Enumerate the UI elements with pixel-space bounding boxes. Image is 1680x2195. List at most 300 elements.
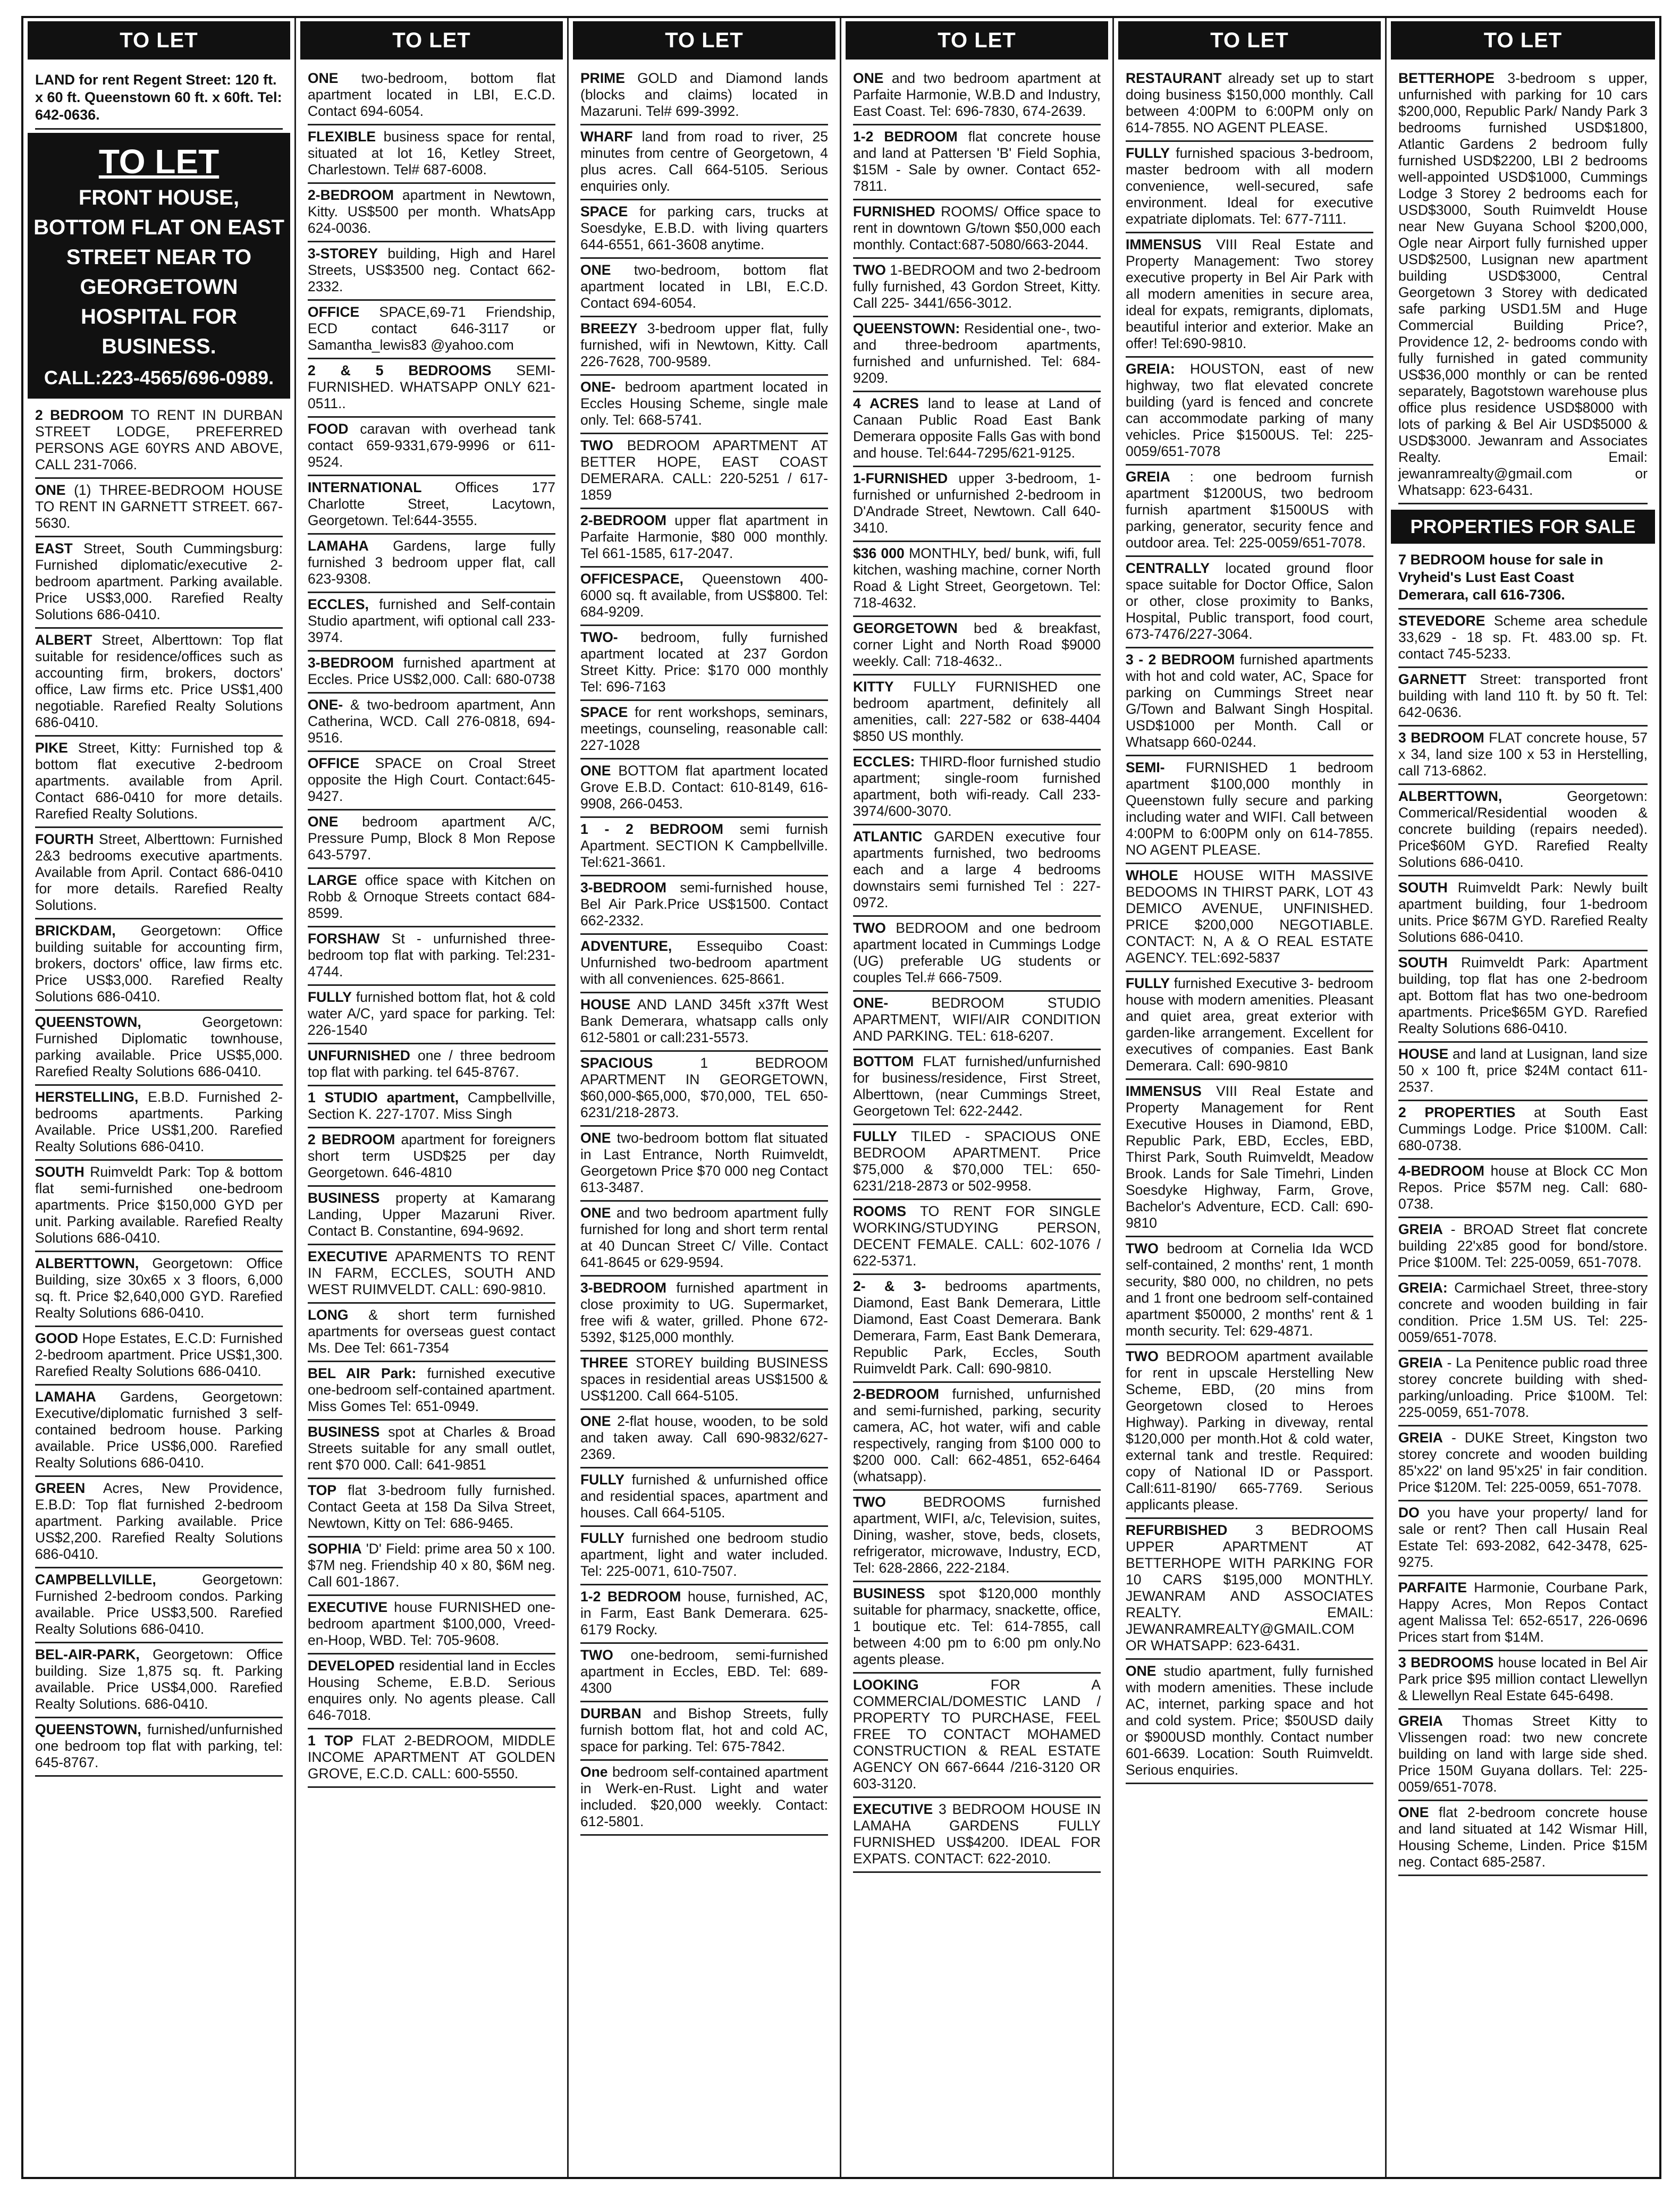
boxed-ad-text: FRONT HOUSE, BOTTOM FLAT ON EAST STREET NEAR TO GEORGETOWN HOSPITAL FOR BUSINESS. (33, 186, 284, 358)
ad-body: 'D' Field: prime area 50 x 100. $7M neg. Friendship 40 x 80, $6M neg. Call 601-1867. (308, 1541, 555, 1590)
ad-heading: FULLY (580, 1472, 624, 1488)
ad-heading: THREE (580, 1355, 628, 1371)
ad-body: Street, Alberttown: Furnished 2&3 bedrooms executive apartments. Available from April. Contact 686-0410 for more details. Rarefied Realty Solutions. (35, 831, 283, 913)
ad-body: furnished, unfurnished and semi-furnished, parking, security camera, AC, hot water, wifi and cable respectively, ranging from $100 000 to $200 000. Call: 662-4851, 652-6464 (whatsapp). (853, 1386, 1101, 1484)
classified-ad (853, 125, 1101, 200)
classified-ad (853, 676, 1101, 750)
ad-heading: ONE (580, 1130, 611, 1146)
ad-heading: TWO (853, 920, 886, 936)
ad-heading: FULLY (580, 1530, 624, 1546)
ad-heading: 2 PROPERTIES (1398, 1104, 1516, 1120)
ad-heading: ONE (1126, 1663, 1156, 1679)
classified-ad (853, 392, 1101, 467)
ad-body: TILED - SPACIOUS ONE BEDROOM APARTMENT. Price $75,000 & $70,000 TEL: 650-6231/218-2873 or 502-9958. (853, 1128, 1101, 1194)
ad-body: Street, Kitty: Furnished top & bottom flat executive 2-bedroom apartments. available from April. Contact 686-0410 for more details. Rarefied Realty Solutions. (35, 740, 283, 822)
ad-heading: HOUSE (580, 997, 631, 1012)
ad-body: semi-furnished house, Bel Air Park.Price US$1500. Contact 662-2332. (580, 880, 828, 928)
ad-body: two-bedroom, bottom flat apartment located in LBI, E.C.D. Contact 694-6054. (308, 70, 555, 119)
classified-ad (580, 876, 828, 935)
ad-heading: FULLY (853, 1128, 897, 1144)
ad-heading: SPACE (580, 704, 628, 720)
ad-heading: HERSTELLING, (35, 1089, 139, 1105)
classified-ad (853, 542, 1101, 617)
classified-ad (35, 1477, 283, 1568)
classified-ad (853, 1050, 1101, 1125)
ad-heading: 3-BEDROOM (580, 880, 666, 896)
ad-heading: 1-2 BEDROOM (853, 129, 958, 145)
classified-ad (35, 1086, 283, 1161)
classified-ad (308, 652, 555, 694)
ad-body: furnished & unfurnished office and residential spaces, apartment and houses. Call 664-5105. (580, 1472, 828, 1521)
classified-ad (1398, 785, 1648, 876)
ad-heading: ROOMS (853, 1203, 907, 1219)
classified-ad (853, 1275, 1101, 1383)
ad-heading: PIKE (35, 740, 68, 756)
ad-body: 3 BEDROOM HOUSE IN LAMAHA GARDENS FULLY FURNISHED US$4200. IDEAL FOR EXPATS. CONTACT: 622-2010. (853, 1801, 1101, 1867)
ad-heading: FORSHAW (308, 931, 380, 947)
ad-heading: 2 BEDROOM (35, 407, 124, 423)
ad-heading: IMMENSUS (1126, 1083, 1202, 1099)
ad-heading: ATLANTIC (853, 829, 923, 845)
ad-body: spot at Charles & Broad Streets suitable for any small outlet, rent $70 000. Call: 641-9851 (308, 1424, 555, 1473)
classified-ad (580, 1468, 828, 1527)
ad-body: Ruimveldt Park: Top & bottom flat semi-furnished one-bedroom apartments. Price $150,000 GYD per unit. Parking available. Rarefied Realty Solutions 686-0410. (35, 1164, 283, 1246)
ad-body: (1) THREE-BEDROOM HOUSE TO RENT IN GARNETT STREET. 667-5630. (35, 482, 283, 531)
ad-heading: IMMENSUS (1126, 237, 1202, 252)
classified-ad (308, 359, 555, 418)
classified-ad (853, 750, 1101, 825)
ad-list (853, 67, 1101, 1873)
ad-body: residential land in Eccles Housing Scheme, E.B.D. Serious enquires only. No agents please. Call 646-7018. (308, 1658, 555, 1723)
classified-ad (853, 1200, 1101, 1275)
classified-ad (35, 1327, 283, 1386)
ad-body: for rent workshops, seminars, meetings, counseling, reasonable call: 227-1028 (580, 704, 828, 753)
classified-ad (308, 1187, 555, 1245)
classified-ad (580, 1585, 828, 1644)
ad-heading: OFFICE (308, 304, 360, 320)
ad-heading: 3-BEDROOM (308, 655, 394, 671)
ad-heading: GREEN (35, 1480, 86, 1496)
classified-ad (580, 1052, 828, 1127)
ad-heading: ECCLES, (308, 596, 369, 612)
ad-heading: KITTY (853, 679, 894, 695)
ad-body: Carmichael Street, three-story concrete and wooden building in fair condition. Price 1.5M US. Tel: 225-0059/651-7078. (1398, 1280, 1648, 1345)
classified-ad (308, 986, 555, 1044)
ad-heading: OFFICE (308, 755, 360, 771)
ad-heading: QUEENSTOWN, (35, 1721, 141, 1737)
ad-heading: ONE- (308, 697, 343, 713)
ad-heading: 1-FURNISHED (853, 470, 948, 486)
ad-body: one / three bedroom top flat with parking. tel 645-8767. (308, 1048, 555, 1080)
boxed-ad-call: CALL:223-4565/696-0989. (44, 367, 274, 389)
ad-body: upper 3-bedroom, 1-furnished or unfurnished 2-bedroom in D'Andrade Street, Newtown. Call 640-3410. (853, 470, 1101, 536)
ad-body: Scheme area schedule 33,629 - 18 sp. Ft. 483.00 sp. Ft. contact 745-5233. (1398, 613, 1648, 662)
ad-list (580, 67, 828, 1836)
ad-heading: LOOKING (853, 1677, 919, 1693)
ad-body: FLAT furnished/unfurnished for business/residence, First Street, Alberttown, (near Cummings Street, Georgetown Tel: 622-2442. (853, 1053, 1101, 1119)
ad-body: 2-flat house, wooden, to be sold and taken away. Call 690-9832/627-2369. (580, 1413, 828, 1462)
classified-ad (308, 1596, 555, 1654)
ad-heading: ALBERTTOWN, (35, 1255, 139, 1271)
ad-body: Georgetown: Office building suitable for accounting firm, brokers, doctors' office, law firms etc. Price US$3,000. Rarefied Realty Solutions 686-0410. (35, 923, 283, 1004)
ad-body: AND LAND 345ft x37ft West Bank Demerara, whatsapp calls only 612-5801 or call:231-5573. (580, 997, 828, 1045)
ad-body: Acres, New Providence, E.B.D: Top flat furnished 2-bedroom apartment. Parking available. Price US$2,200. Rarefied Realty Solutions 686-0410. (35, 1480, 283, 1562)
ad-body: FULLY FURNISHED one bedroom apartment, definitely all amenities, call: 227-582 or 638-4404 $850 US monthly. (853, 679, 1101, 744)
classified-ad (308, 1128, 555, 1187)
ad-body: 3 BEDROOMS UPPER APARTMENT AT BETTERHOPE WITH PARKING FOR 10 CARS $195,000 MONTHLY. JEWANRAM AND ASSOCIATES REALTY. EMAIL: JEWANRAMREALTY@GMAIL.COM OR WHATSAPP: 623-6431. (1126, 1522, 1373, 1653)
ad-heading: ONE (580, 1413, 611, 1429)
classified-ad (35, 919, 283, 1011)
classified-ad (308, 694, 555, 752)
classified-ad (35, 1643, 283, 1718)
classified-ad (1126, 557, 1373, 648)
classified-ad (1126, 466, 1373, 557)
ad-body: caravan with overhead tank contact 659-9331,679-9996 or 611-9524. (308, 421, 555, 470)
ad-body: flat concrete house and land at Pattersen 'B' Field Sophia, $15M - Sale by owner. Contact 652-7811. (853, 129, 1101, 194)
ad-heading: 2 & 5 BEDROOMS (308, 362, 492, 378)
ad-body: already set up to start doing business $150,000 monthly. Call between 4:00PM to 6:00PM only on 614-7855. NO AGENT PLEASE. (1126, 70, 1373, 136)
ad-body: apartment for foreigners short term USD$25 per day Georgetown. 646-4810 (308, 1132, 555, 1180)
classified-ad (35, 737, 283, 828)
classified-ad (1126, 864, 1373, 972)
ad-body: GARDEN executive four apartments furnished, two bedrooms each and a large 4 bedrooms downstairs semi furnished Tel : 227-0972. (853, 829, 1101, 910)
classified-ad (308, 1729, 555, 1788)
ad-body: house, furnished, AC, in Farm, East Bank Demerara. 625-6179 Rocky. (580, 1589, 828, 1637)
classified-ad (308, 1421, 555, 1479)
ad-heading: ONE (308, 70, 339, 86)
ad-heading: HOUSE (1398, 1046, 1449, 1062)
classified-ad (1126, 756, 1373, 864)
ad-body: furnished apartment in close proximity to UG. Supermarket, free wifi & water, grilled. Phone 672-5392, $125,000 monthly. (580, 1280, 828, 1345)
ad-heading: EXECUTIVE (308, 1248, 388, 1264)
ad-heading: ONE (580, 262, 611, 278)
classified-ad (853, 1491, 1101, 1582)
classified-ad (853, 1383, 1101, 1491)
ad-heading: ONE- (853, 995, 889, 1011)
classified-ad (1126, 1519, 1373, 1660)
ad-body: Gardens, large fully furnished 3 bedroom upper flat, call 623-9308. (308, 538, 555, 587)
classified-ad (308, 869, 555, 927)
ad-heading: BETTERHOPE (1398, 70, 1495, 86)
ad-body: building, High and Harel Streets, US$3500 neg. Contact 662-2332. (308, 246, 555, 294)
ad-heading: QUEENSTOWN: (853, 320, 960, 336)
ad-heading: GARNETT (1398, 671, 1467, 687)
ad-heading: TWO (1126, 1240, 1159, 1256)
classified-ad (1398, 67, 1648, 504)
classified-ad (580, 1410, 828, 1468)
ad-body: - La Penitence public road three storey concrete building with shed-parking/unloading. Price $100M. Tel: 225-0059, 651-7078. (1398, 1355, 1648, 1420)
ad-body: FLAT 2-BEDROOM, MIDDLE INCOME APARTMENT AT GOLDEN GROVE, E.C.D. CALL: 600-5550. (308, 1733, 555, 1782)
ad-body: Gardens, Georgetown: Executive/diplomatic furnished 3 self-contained bedroom house. Parking available. Price US$6,000. Rarefied Realty Solutions 686-0410. (35, 1389, 283, 1471)
ad-body: - DUKE Street, Kingston two storey concrete and wooden building 85'x22' on land 95'x25' in fair condition. Price $120M. Tel: 225-0059, 651-7078. (1398, 1430, 1648, 1495)
classified-ad (35, 1161, 283, 1252)
ad-list (1398, 610, 1648, 1876)
ad-body: furnished spacious 3-bedroom, master bedroom with all modern convenience, well-secured, safe environment. Ideal for executive expatriate diplomats. Tel: 677-7111. (1126, 145, 1373, 227)
ad-heading: BUSINESS (853, 1585, 925, 1601)
classified-ad (1398, 1043, 1648, 1101)
ad-heading: BUSINESS (308, 1190, 380, 1206)
classified-ad (1398, 1352, 1648, 1426)
ad-body: 3-bedroom upper flat, fully furnished, wifi in Newtown, Kitty. Call 226-7628, 700-9589. (580, 320, 828, 369)
column-2 (296, 18, 569, 2177)
ad-body: & two-bedroom apartment, Ann Catherina, WCD. Call 276-0818, 694-9516. (308, 697, 555, 746)
ad-body: bedroom, fully furnished apartment located at 237 Gordon Street Kitty. Price: $170 000 monthly Tel: 696-7163 (580, 629, 828, 695)
ad-heading: SOUTH (1398, 955, 1448, 970)
lead-ad: LAND for rent Regent Street: 120 ft. x 60 ft. Queenstown 60 ft. x 60ft. Tel: 642-0636. (35, 67, 283, 130)
classified-ad (1398, 1218, 1648, 1277)
ad-heading: GREIA (1398, 1221, 1443, 1237)
classified-ad (1126, 142, 1373, 233)
ad-heading: EXECUTIVE (308, 1599, 388, 1615)
ad-list (35, 404, 283, 1777)
ad-heading: ADVENTURE, (580, 938, 672, 954)
ad-body: 1-BEDROOM and two 2-bedroom fully furnished, 43 Gordon Street, Kitty. Call 225- 3441/656-3012. (853, 262, 1101, 311)
classified-ad (1398, 668, 1648, 727)
ad-heading: 1 TOP (308, 1733, 353, 1749)
ad-body: TO RENT FOR SINGLE WORKING/STUDYING PERSON, DECENT FEMALE. CALL: 602-1076 / 622-5371. (853, 1203, 1101, 1269)
ad-heading: ONE (580, 763, 611, 779)
ad-heading: UNFURNISHED (308, 1048, 410, 1063)
ad-body: semi furnish Apartment. SECTION K Campbellville. Tel:621-3661. (580, 821, 828, 870)
ad-body: furnished apartment at Eccles. Price US$2,000. Call: 680-0738 (308, 655, 555, 687)
classified-ad (35, 629, 283, 737)
ad-body: for parking cars, trucks at Soesdyke, E.B.D. with living quarters 644-6551, 661-3608 anytime. (580, 204, 828, 252)
classified-ad (580, 1202, 828, 1277)
ad-body: furnished one bedroom studio apartment, light and water included. Tel: 225-0071, 610-7507. (580, 1530, 828, 1579)
classified-ad (580, 67, 828, 125)
classified-ad (580, 701, 828, 759)
column-header: TO LET (28, 21, 290, 60)
ad-heading: TWO (853, 1494, 886, 1510)
classified-ad (580, 434, 828, 509)
ad-body: bed & breakfast, corner Light and North Road $9000 weekly. Call: 718-4632.. (853, 620, 1101, 669)
classified-ad (35, 404, 283, 479)
ad-body: house FURNISHED one-bedroom apartment $100,000, Vreed-en-Hoop, WBD. Tel: 705-9608. (308, 1599, 555, 1648)
ad-body: Thomas Street Kitty to Vlissengen road: two new concrete building on land with large side shed. Price 150M Guyana dollars. Tel: 225-0059/651-7078. (1398, 1713, 1648, 1795)
ad-body: Harmonie, Courbane Park, Happy Acres, Mon Repos Contact agent Malissa Tel: 652-6517, 226-0696 Prices start from $14M. (1398, 1580, 1648, 1645)
ad-body: furnished bottom flat, hot & cold water A/C, yard space for parking. Tel: 226-1540 (308, 989, 555, 1038)
ad-heading: 1-2 BEDROOM (580, 1589, 681, 1605)
classified-ad (853, 259, 1101, 317)
ad-body: furnished executive one-bedroom self-contained apartment. Miss Gomes Tel: 651-0949. (308, 1365, 555, 1414)
classified-ad (308, 1304, 555, 1362)
ad-body: FOR A COMMERCIAL/DOMESTIC LAND / PROPERTY TO PURCHASE, FEEL FREE TO CONTACT MOHAMED CONSTRUCTION & REAL ESTATE AGENCY ON 667-6644 /216-3120 OR 603-3120. (853, 1677, 1101, 1792)
ad-body: FURNISHED 1 bedroom apartment $100,000 monthly in Queenstown fully secure and parking including water and WIFI. Call between 4:00PM to 6:00PM only on 614-7855. NO AGENT PLEASE. (1126, 759, 1373, 858)
ad-body: Queenstown 400-6000 sq. ft available, from US$800. Tel: 684-9209. (580, 571, 828, 620)
ad-body: SPACE,69-71 Friendship, ECD contact 646-3117 or Samantha_lewis83 @yahoo.com (308, 304, 555, 353)
ad-body: St - unfurnished three-bedroom top flat with parking. Tel:231-4744. (308, 931, 555, 980)
ad-body: GOLD and Diamond lands (blocks and claims) located in Mazaruni. Tel# 699-3992. (580, 70, 828, 119)
ad-heading: FURNISHED (853, 204, 935, 220)
ad-body: Georgetown: Office building. Size 1,875 sq. ft. Parking available. Price US$4,000. Rarefied Realty Solutions. 686-0410. (35, 1647, 283, 1712)
ad-heading: 3-BEDROOM (580, 1280, 666, 1296)
ad-heading: GREIA: (1398, 1280, 1448, 1296)
ad-body: Street, South Cummingsburg: Furnished diplomatic/executive 2-bedroom apartment. Parking available. Price US$3,000. Rarefied Realty Solutions 686-0410. (35, 541, 283, 622)
ad-body: Ruimveldt Park: Apartment building, top flat has one 2-bedroom apt. Bottom flat has two one-bedroom apartments. Price$65M GYD. Rarefied Realty Solutions 686-0410. (1398, 955, 1648, 1036)
column-6 (1387, 18, 1659, 2177)
classified-ad (580, 1702, 828, 1761)
ad-body: furnished/unfurnished one bedroom top flat with parking, tel: 645-8767. (35, 1721, 283, 1770)
ad-body: flat 3-bedroom fully furnished. Contact Geeta at 158 Da Silva Street, Newtown, Kitty on Tel: 686-9465. (308, 1482, 555, 1531)
column-header: TO LET (300, 21, 563, 60)
ad-heading: FULLY (1126, 145, 1170, 161)
ad-heading: ALBERTTOWN, (1398, 788, 1502, 804)
classified-ad (308, 535, 555, 593)
ad-body: and two bedroom apartment at Parfaite Harmonie, W.B.D and Industry, East Coast. Tel: 696-7830, 674-2639. (853, 70, 1101, 119)
ad-heading: CAMPBELLVILLE, (35, 1572, 156, 1588)
classified-ad (308, 1044, 555, 1086)
ad-body: two-bedroom, bottom flat apartment located in LBI, E.C.D. Contact 694-6054. (580, 262, 828, 311)
ad-body: APARMENTS TO RENT IN FARM, ECCLES, SOUTH AND WEST RUIMVELDT. CALL: 690-9810. (308, 1248, 555, 1297)
ad-heading: One (580, 1764, 608, 1780)
ad-heading: TOP (308, 1482, 336, 1498)
classified-ad (1398, 1277, 1648, 1352)
classified-ad (580, 935, 828, 993)
ad-body: land from road to river, 25 minutes from centre of Georgetown, 4 plus acres. Call 664-5105. Serious enquiries only. (580, 129, 828, 194)
classified-ad (580, 200, 828, 259)
classified-ad (853, 317, 1101, 392)
ad-body: VIII Real Estate and Property Management: Two storey executive property in Bel Air Park with all modern amenities in secure area, ideal for expats, remigrants, diplomats, beautiful interior and exterior. Make an offer! Tel:690-9810. (1126, 237, 1373, 351)
boxed-ad (28, 133, 290, 399)
ad-body: BEDROOMS furnished apartment, WIFI, a/c, Television, suites, Dining, washer, stove, beds, closets, refrigerator, microwave, Industry, ECD, Tel: 628-2866, 222-2184. (853, 1494, 1101, 1576)
classified-ad (308, 1538, 555, 1596)
ad-body: 3-bedroom s upper, unfurnished with parking for 10 cars $200,000, Republic Park/ Nandy Park 3 bedrooms furnished USD$1800, Atlantic Gardens 2 bedroom fully furnished USD$2200, LBI 2 bedrooms well-appointed USD$1000, Cummings Lodge 3 Storey 2 bedrooms each for USD$3000, South Ruimveldt House near New Guyana School $200,000, Ogle near Airport fully furnished upper USD$2500, Lusignan new apartment building USD$3000, Central Georgetown 3 Storey with dedicated safe parking USD1.5M and Huge Commercial Building Price?, Providence 12, 2- bedrooms condo with fully furnished in gated community US$36,000 monthly or can be rented separately, Bagotstown warehouse plus office plus residence USD$8000 with lots of parking & Bel Air USD$5000 & USD$3000. Jewanram and Associates Realty. Email: jewanramrealty@gmail.com or Whatsapp: 623-6431. (1398, 70, 1648, 498)
ad-body: furnished Executive 3- bedroom house with modern amenities. Pleasant and quiet area, great exterior with garden-like arrangement. Excellent for executives of companies. East Bank Demerara. Call: 690-9810 (1126, 975, 1373, 1074)
classified-ad (580, 1527, 828, 1585)
ad-heading: CENTRALLY (1126, 560, 1210, 576)
ad-body: apartment in Newtown, Kitty. US$500 per month. WhatsApp 624-0036. (308, 187, 555, 236)
column-1 (23, 18, 296, 2177)
ad-heading: BREEZY (580, 320, 638, 336)
ad-heading: ONE- (580, 379, 616, 395)
classified-ad (1126, 358, 1373, 466)
ad-heading: ALBERT (35, 632, 92, 648)
ad-heading: TWO (580, 1647, 613, 1663)
classified-ad (853, 1582, 1101, 1674)
classified-ad (853, 617, 1101, 676)
classified-ad (1398, 1160, 1648, 1218)
classified-ad (1398, 1426, 1648, 1501)
column-5 (1114, 18, 1387, 2177)
ad-body: HOUSTON, east of new highway, two flat elevated concrete building (yard is fenced and concrete can accommodate parking of many vehicles. Price $1500US. Tel: 225-0059/651-7078 (1126, 361, 1373, 459)
ad-body: BEDROOM APARTMENT AT BETTER HOPE, EAST COAST DEMERARA. CALL: 220-5251 / 617-1859 (580, 437, 828, 503)
classified-ad (308, 67, 555, 125)
section-header-properties-for-sale: PROPERTIES FOR SALE (1391, 510, 1655, 544)
classified-ad (1398, 876, 1648, 951)
ad-body: SPACE on Croal Street opposite the High Court. Contact:645-9427. (308, 755, 555, 804)
classified-ad (853, 200, 1101, 259)
classified-ad (308, 242, 555, 301)
ad-body: Hope Estates, E.C.D: Furnished 2-bedroom apartment. Price US$1,300. Rarefied Realty Solutions 686-0410. (35, 1330, 283, 1379)
ad-heading: INTERNATIONAL (308, 479, 422, 495)
ad-body: and two bedroom apartment fully furnished for long and short term rental at 40 Duncan Street C/ Ville. Contact 641-8645 or 629-9594. (580, 1205, 828, 1270)
ad-body: BOTTOM flat apartment located Grove E.B.D. Contact: 610-8149, 616-9908, 266-0453. (580, 763, 828, 812)
ad-heading: 3 - 2 BEDROOM (1126, 652, 1235, 668)
ad-body: Georgetown: Office Building, size 30x65 x 3 floors, 6,000 sq. ft. Price $2,640,000 GYD. Rarefied Realty Solutions 686-0410. (35, 1255, 283, 1321)
classified-ad (1126, 648, 1373, 756)
classified-ad (853, 1674, 1101, 1798)
classified-ad (1398, 1101, 1648, 1160)
ad-body: bedrooms apartments, Diamond, East Bank Demerara, Little Diamond, East Coast Demerara. Bank Demerara, Farm, East Bank Demerara, Republic Park, Eccles, South Ruimveldt Park. Call: 690-9810. (853, 1278, 1101, 1377)
ad-heading: DO (1398, 1505, 1420, 1521)
classified-ad (1126, 67, 1373, 142)
ad-body: property at Kamarang Landing, Upper Mazaruni River. Contact B. Constantine, 694-9692. (308, 1190, 555, 1239)
ad-body: 1 BEDROOM APARTMENT IN GEORGETOWN, $60,000-$65,000, $70,000, TEL 650-6231/218-2873. (580, 1055, 828, 1120)
ad-heading: $36 000 (853, 545, 905, 561)
ad-heading: GREIA (1398, 1713, 1443, 1729)
ad-heading: PARFAITE (1398, 1580, 1467, 1595)
ad-heading: 2- & 3- (853, 1278, 926, 1294)
ad-heading: GREIA (1398, 1430, 1443, 1446)
ad-list (1126, 67, 1373, 1784)
ad-heading: STEVEDORE (1398, 613, 1485, 629)
ad-heading: ONE (35, 482, 66, 498)
classified-ad (35, 537, 283, 629)
classified-ad (580, 1761, 828, 1836)
ad-body: THIRD-floor furnished studio apartment; single-room furnished apartment, both wifi-ready. Call 233-3974/600-3070. (853, 754, 1101, 819)
classified-ad (1126, 1660, 1373, 1784)
classified-ad (1126, 972, 1373, 1080)
classified-ad (1398, 1576, 1648, 1651)
ad-heading: 4 ACRES (853, 395, 919, 411)
ad-body: Offices 177 Charlotte Street, Lacytown, Georgetown. Tel:644-3555. (308, 479, 555, 528)
ad-body: located ground floor space suitable for Doctor Office, Salon or other, close proximity to Banks, Hospital, Public transport, food court, 673-7476/227-3064. (1126, 560, 1373, 642)
ad-body: : one bedroom furnish apartment $1200US, two bedroom furnish apartment $1500US with parking, generator, security fence and outdoor area. Tel: 225-0059/651-7078. (1126, 469, 1373, 551)
ad-heading: SOUTH (35, 1164, 85, 1180)
ad-list (1398, 67, 1648, 504)
classified-ad (580, 376, 828, 434)
classified-ad (1398, 1501, 1648, 1576)
ad-heading: PRIME (580, 70, 625, 86)
classified-ad (580, 1127, 828, 1202)
ad-body: and Bishop Streets, fully furnish bottom flat, hot and cold AC, space for parking. Tel: 675-7842. (580, 1706, 828, 1754)
ad-body: office space with Kitchen on Robb & Ornoque Streets contact 684-8599. (308, 872, 555, 921)
ad-body: TO RENT IN DURBAN STREET LODGE, PREFERRED PERSONS AGE 60YRS AND ABOVE, CALL 231-7066. (35, 407, 283, 472)
ad-body: at South East Cummings Lodge. Price $100M. Call: 680-0738. (1398, 1104, 1648, 1153)
classified-ad (308, 752, 555, 811)
ad-heading: BUSINESS (308, 1424, 380, 1440)
ad-heading: FULLY (1126, 975, 1170, 991)
classified-ad (853, 467, 1101, 542)
ad-heading: 1 STUDIO apartment, (308, 1090, 459, 1105)
ad-body: spot $120,000 monthly suitable for pharmacy, snackette, office, 1 boutique etc. Tel: 614-7855, call between 4:00 pm to 6:00 pm only.No agents please. (853, 1585, 1101, 1667)
classified-ad (35, 1011, 283, 1086)
ad-heading: SPACE (580, 204, 628, 220)
classified-ad (308, 184, 555, 242)
ad-body: ROOMS/ Office space to rent in downtown G/town $50,000 each monthly. Contact:687-5080/663-2044. (853, 204, 1101, 252)
ad-heading: 3 BEDROOMS (1398, 1654, 1494, 1670)
ad-body: house located in Bel Air Park price $95 million contact Llewellyn & Llewellyn Real Estate 645-6498. (1398, 1654, 1648, 1703)
ad-body: Campbellville, Section K. 227-1707. Miss Singh (308, 1090, 555, 1122)
classified-ad (580, 1277, 828, 1352)
ad-heading: GREIA: (1126, 361, 1175, 377)
ad-heading: REFURBISHED (1126, 1522, 1228, 1538)
ad-list (308, 67, 555, 1788)
classified-ad (853, 67, 1101, 125)
ad-body: FLAT concrete house, 57 x 34, land size 100 x 53 in Herstelling, call 713-6862. (1398, 730, 1648, 779)
column-3 (569, 18, 841, 2177)
classified-ad (35, 828, 283, 919)
ad-body: E.B.D. Furnished 2-bedrooms apartments. Parking Available. Price US$1,200. Rarefied Realty Solutions 686-0410. (35, 1089, 283, 1154)
ad-body: house at Block CC Mon Repos. Price $57M neg. Call: 680-0738. (1398, 1163, 1648, 1212)
ad-heading: SOUTH (1398, 880, 1448, 896)
classified-ad (853, 1125, 1101, 1200)
classified-ad (580, 1644, 828, 1702)
lead-ad: 7 BEDROOM house for sale in Vryheid's Lust East Coast Demerara, call 616-7306. (1398, 547, 1648, 610)
column-header: TO LET (1391, 21, 1655, 60)
classified-ad (308, 1086, 555, 1128)
classified-ad (1398, 1801, 1648, 1876)
